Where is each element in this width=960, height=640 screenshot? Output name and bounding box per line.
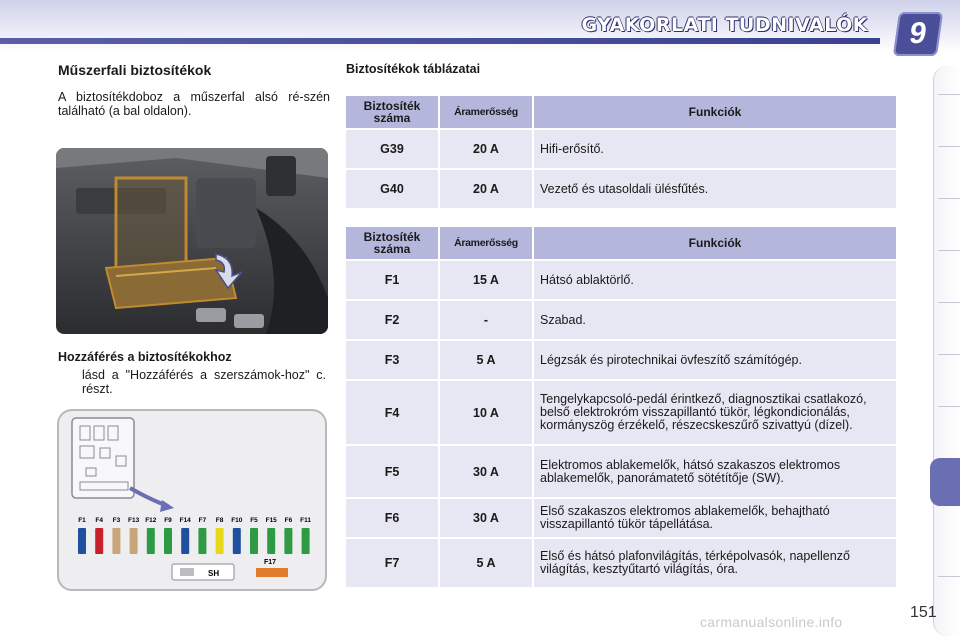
table-header-row <box>346 227 896 259</box>
fuse-table-1 <box>344 94 898 210</box>
fuse-label-f5: F5 <box>250 517 258 524</box>
table-row <box>346 381 896 444</box>
chapter-title: GYAKORLATI TUDNIVALÓK <box>581 14 868 36</box>
tab-divider <box>938 576 960 577</box>
tab-divider <box>938 146 960 147</box>
table-row <box>346 261 896 299</box>
fuse-amperage: 15 A <box>440 261 532 299</box>
header-fuse-number: Biztosíték száma <box>346 96 438 128</box>
fuse-label-f14: F14 <box>179 517 191 524</box>
section-title: Műszerfali biztosítékok <box>58 62 212 78</box>
header-amperage: Áramerősség <box>440 96 532 128</box>
fusebox-location-photo <box>56 148 328 334</box>
fuse-function: Elektromos ablakemelők, hátsó szakaszos elektromos ablakemelők, panorámatető sötétítője (SW). <box>534 446 896 497</box>
fuse-label-f3: F3 <box>112 517 121 524</box>
fuse-amperage: 10 A <box>440 381 532 444</box>
fuse-label-f7: F7 <box>198 517 207 524</box>
table-row <box>346 446 896 497</box>
fuse-f8 <box>216 528 224 554</box>
fuse-table-2 <box>344 225 898 589</box>
fuse-number: F3 <box>346 341 438 379</box>
watermark: carmanualsonline.info <box>700 614 843 630</box>
fuse-f7 <box>198 528 206 554</box>
header-function: Funkciók <box>534 227 896 259</box>
fuse-f12 <box>147 528 155 554</box>
fuse-f3 <box>112 528 120 554</box>
fuse-number: F4 <box>346 381 438 444</box>
fuse-f5 <box>250 528 258 554</box>
fuse-f1 <box>78 528 86 554</box>
tab-divider <box>938 250 960 251</box>
tab-divider <box>938 406 960 407</box>
active-chapter-tab[interactable] <box>930 458 960 506</box>
fuse-f17 <box>256 568 288 577</box>
header-fuse-number: Biztosíték száma <box>346 227 438 259</box>
fusebox-diagram <box>56 408 328 592</box>
fuse-amperage: 5 A <box>440 539 532 587</box>
section-description: A biztosítékdoboz a műszerfal alsó ré-szén található (a bal oldalon). <box>58 90 330 118</box>
fuse-function: Vezető és utasoldali ülésfűtés. <box>534 170 896 208</box>
fuse-label-f10: F10 <box>231 517 243 524</box>
fuse-function: Első és hátsó plafonvilágítás, térképolvasók, napellenző világítás, kesztyűtartó világítás, óra. <box>534 539 896 587</box>
fuse-number: F7 <box>346 539 438 587</box>
fuse-label-f8: F8 <box>215 517 224 524</box>
fuse-f6 <box>284 528 292 554</box>
access-instruction <box>62 368 326 396</box>
fuse-number: G39 <box>346 130 438 168</box>
table-row <box>346 499 896 537</box>
chapter-number-badge: 9 <box>893 12 943 56</box>
fuse-function: Hátsó ablaktörlő. <box>534 261 896 299</box>
fuse-label-f9: F9 <box>164 517 172 524</box>
table-row <box>346 341 896 379</box>
fuse-number: F1 <box>346 261 438 299</box>
fuse-function: Légzsák és pirotechnikai övfeszítő számítógép. <box>534 341 896 379</box>
fuse-f13 <box>130 528 138 554</box>
fuse-number: F6 <box>346 499 438 537</box>
access-title: Hozzáférés a biztosítékokhoz <box>58 350 232 364</box>
fuse-number: G40 <box>346 170 438 208</box>
table-row <box>346 301 896 339</box>
chapter-tab-strip <box>933 66 960 636</box>
fusebox-diagram-svg <box>56 408 328 592</box>
fuse-function: Szabad. <box>534 301 896 339</box>
f17-label: F17 <box>264 559 277 566</box>
fuse-function: Első szakaszos elektromos ablakemelők, behajtható visszapillantó tükör tápellátása. <box>534 499 896 537</box>
fuse-label-f11: F11 <box>300 517 312 524</box>
fuse-amperage: 20 A <box>440 170 532 208</box>
tab-divider <box>938 198 960 199</box>
page-number: 151 <box>910 604 937 621</box>
header-stripe <box>0 38 880 44</box>
shunt-label: SH <box>208 569 220 578</box>
tables-title: Biztosítékok táblázatai <box>346 62 481 76</box>
table-header-row <box>346 96 896 128</box>
tab-divider <box>938 354 960 355</box>
tab-divider <box>938 94 960 95</box>
fuse-number: F2 <box>346 301 438 339</box>
fuse-amperage: 30 A <box>440 499 532 537</box>
fuse-amperage: - <box>440 301 532 339</box>
header-function: Funkciók <box>534 96 896 128</box>
fuse-label-f6: F6 <box>284 517 293 524</box>
header-amperage: Áramerősség <box>440 227 532 259</box>
fuse-label-f12: F12 <box>145 517 157 524</box>
fuse-number: F5 <box>346 446 438 497</box>
page-header <box>0 0 960 52</box>
fuse-f14 <box>181 528 189 554</box>
fuse-label-f4: F4 <box>95 517 103 524</box>
fuse-f10 <box>233 528 241 554</box>
fuse-f4 <box>95 528 103 554</box>
table-row <box>346 539 896 587</box>
table-row <box>346 170 896 208</box>
fuse-function: Tengelykapcsoló-pedál érintkező, diagnosztikai csatlakozó, belső elektrokróm visszapillantó tükör, légkondicionálás, kormányszög érzékelő, részecskeszűrő szivattyú (dízel). <box>534 381 896 444</box>
fuse-f15 <box>267 528 275 554</box>
fuse-amperage: 30 A <box>440 446 532 497</box>
fuse-f9 <box>164 528 172 554</box>
fuse-amperage: 20 A <box>440 130 532 168</box>
fuse-f11 <box>302 528 310 554</box>
fuse-label-f1: F1 <box>78 517 86 524</box>
tab-divider <box>938 302 960 303</box>
table-row <box>346 130 896 168</box>
fuse-label-f15: F15 <box>265 517 277 524</box>
fuse-label-f13: F13 <box>127 517 140 524</box>
access-text: lásd a "Hozzáférés a szerszámok-hoz" c. részt. <box>82 368 326 396</box>
fuse-function: Hifi-erősítő. <box>534 130 896 168</box>
fuse-amperage: 5 A <box>440 341 532 379</box>
